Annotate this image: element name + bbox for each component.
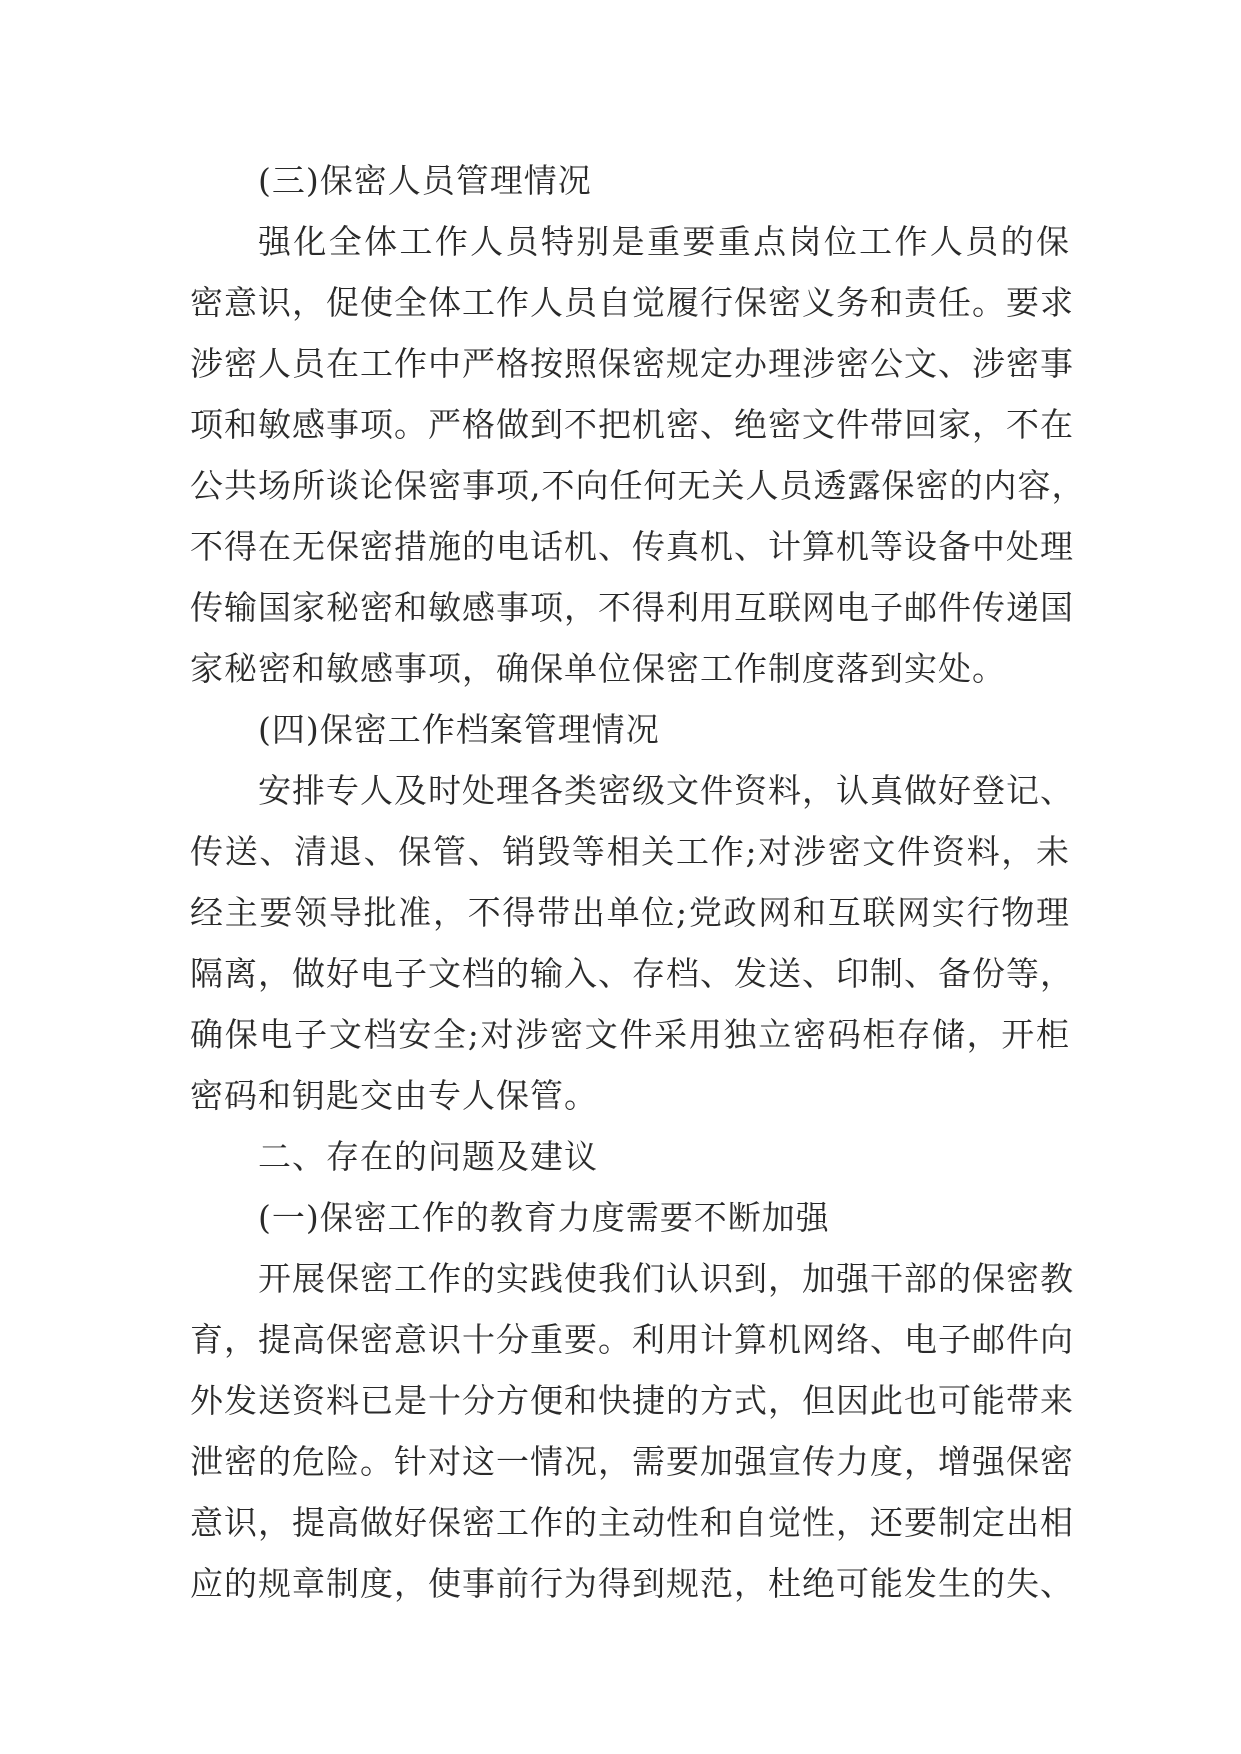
text-line: 密意识，促使全体工作人员自觉履行保密义务和责任。要求 [190, 283, 1074, 322]
text-line: 意识，提高做好保密工作的主动性和自觉性，还要制定出相 [190, 1503, 1074, 1542]
text-line: 外发送资料已是十分方便和快捷的方式，但因此也可能带来 [190, 1381, 1074, 1420]
text-line: 开展保密工作的实践使我们认识到，加强干部的保密教 [258, 1259, 1074, 1298]
text-line: 传输国家秘密和敏感事项，不得利用互联网电子邮件传递国 [190, 588, 1074, 627]
text-line: 公共场所谈论保密事项,不向任何无关人员透露保密的内容， [190, 466, 1086, 505]
text-line: 安排专人及时处理各类密级文件资料，认真做好登记、 [258, 771, 1074, 810]
text-line: 家秘密和敏感事项，确保单位保密工作制度落到实处。 [190, 649, 1006, 688]
text-line: 密码和钥匙交由专人保管。 [190, 1076, 598, 1115]
text-line: (一)保密工作的教育力度需要不断加强 [258, 1198, 830, 1237]
text-line: 二、存在的问题及建议 [258, 1137, 598, 1176]
text-line: (三)保密人员管理情况 [258, 161, 592, 200]
document-page [190, 150, 1086, 1614]
text-line: 涉密人员在工作中严格按照保密规定办理涉密公文、涉密事 [190, 344, 1074, 383]
text-line: 隔离，做好电子文档的输入、存档、发送、印制、备份等， [190, 954, 1074, 993]
text-line: (四)保密工作档案管理情况 [258, 710, 660, 749]
text-line: 泄密的危险。针对这一情况，需要加强宣传力度，增强保密 [190, 1442, 1074, 1481]
text-line: 经主要领导批准，不得带出单位;党政网和互联网实行物理 [190, 893, 1070, 932]
text-line: 确保电子文档安全;对涉密文件采用独立密码柜存储，开柜 [190, 1015, 1070, 1054]
text-line: 育，提高保密意识十分重要。利用计算机网络、电子邮件向 [190, 1320, 1074, 1359]
text-line: 项和敏感事项。严格做到不把机密、绝密文件带回家，不在 [190, 405, 1074, 444]
text-line: 应的规章制度，使事前行为得到规范，杜绝可能发生的失、 [190, 1564, 1074, 1603]
text-line: 不得在无保密措施的电话机、传真机、计算机等设备中处理 [190, 527, 1074, 566]
text-line: 强化全体工作人员特别是重要重点岗位工作人员的保 [258, 222, 1070, 261]
text-line: 传送、清退、保管、销毁等相关工作;对涉密文件资料，未 [190, 832, 1070, 871]
